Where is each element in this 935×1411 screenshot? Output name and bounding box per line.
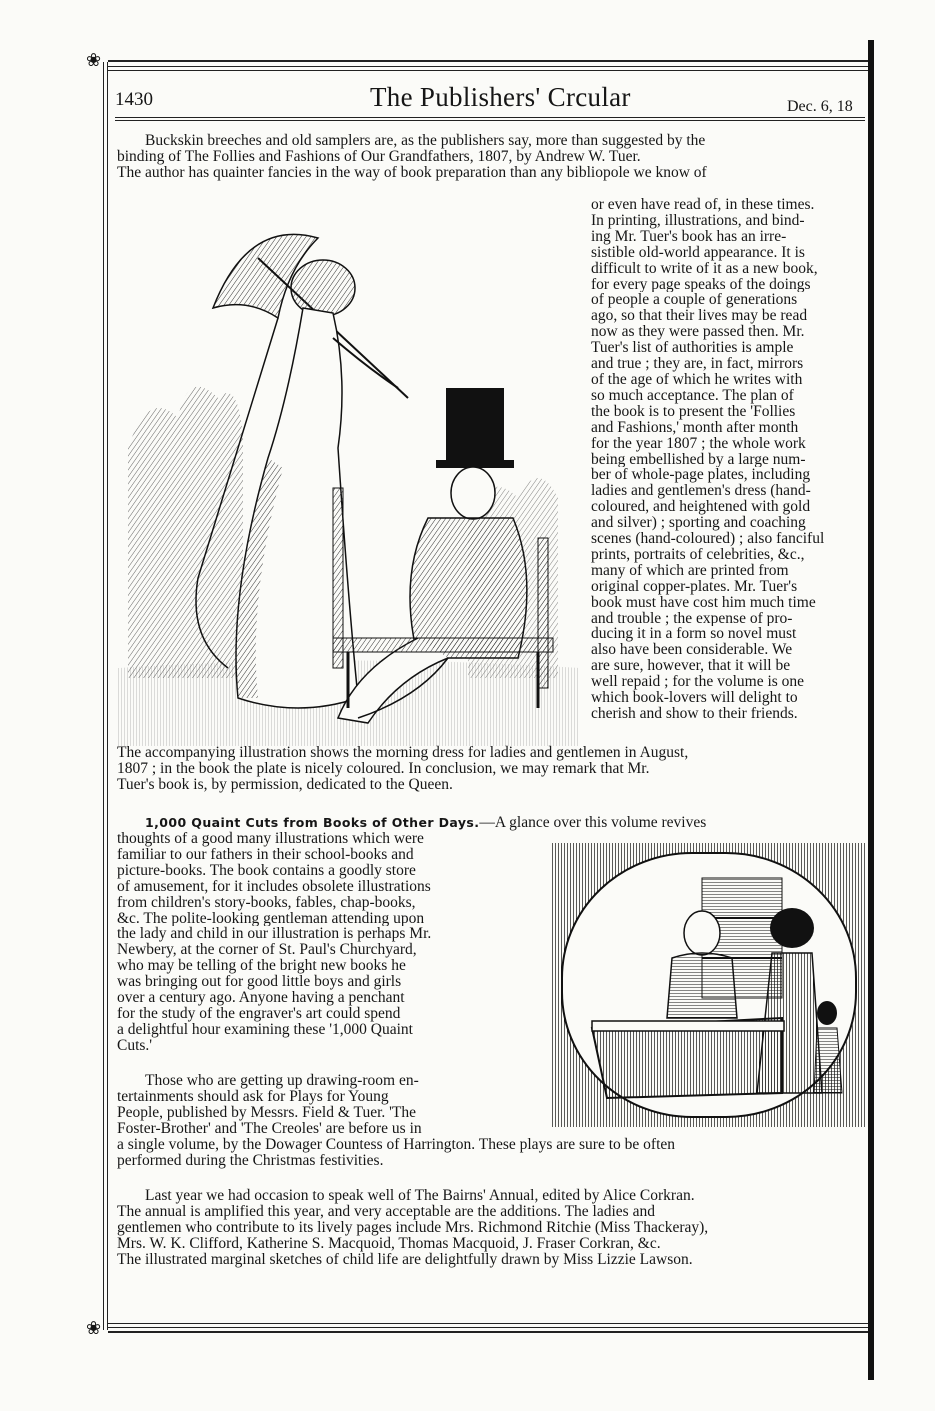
text-line: Mrs. W. K. Clifford, Katherine S. Macquoid, Thomas Macquoid, J. Fraser Corkran, &c. — [117, 1235, 661, 1252]
header-rule-1 — [115, 117, 865, 118]
bottom-rule-1 — [108, 1323, 868, 1324]
text-line: People, published by Messrs. Field & Tuer. 'The — [117, 1104, 417, 1121]
text-line: The illustrated marginal sketches of child life are delightfully drawn by Miss Lizzie Lawson. — [117, 1251, 693, 1268]
text-line: scenes (hand-coloured) ; also fanciful — [591, 531, 825, 547]
text-line: so much acceptance. The plan of — [591, 387, 794, 404]
text-line: prints, portraits of celebrities, &c., — [591, 546, 805, 563]
article2-heading-line — [145, 815, 867, 831]
text-line: Last year we had occasion to speak well of The Bairns' Annual, edited by Alice Corkran. — [145, 1188, 695, 1204]
text-line: from children's story-books, fables, chap-books, — [117, 894, 416, 911]
text-line: The author has quainter fancies in the way of book preparation than any bibliopole we know of — [117, 164, 707, 181]
text-line: also have been considerable. We — [591, 642, 793, 659]
text-line: ladies and gentlemen's dress (hand- — [591, 483, 811, 500]
article2-heading-rest: —A glance over this volume revives — [479, 815, 707, 831]
text-line: Tuer's list of authorities is ample — [591, 340, 794, 357]
text-line — [145, 815, 867, 831]
text-line: a single volume, by the Dowager Countess of Harrington. These plays are sure to be often — [117, 1137, 675, 1153]
article4 — [117, 1188, 867, 1268]
page-date: Dec. 6, 18 — [787, 98, 853, 115]
text-line: ducing it in a form so novel must — [591, 626, 797, 643]
text-line: book must have cost him much time — [591, 594, 816, 611]
text-line: of amusement, for it includes obsolete illustrations — [117, 878, 431, 895]
text-line: difficult to write of it as a new book, — [591, 260, 818, 277]
text-line: performed during the Christmas festivities. — [117, 1152, 384, 1169]
text-line: or even have read of, in these times. — [591, 197, 815, 213]
left-rule-1 — [103, 62, 104, 1330]
article1-column — [591, 197, 868, 722]
text-line: are sure, however, that it will be — [591, 658, 791, 675]
text-line: for every page speaks of the doings — [591, 276, 811, 293]
text-line: well repaid ; for the volume is one — [591, 674, 805, 691]
article1-intro — [117, 133, 867, 181]
header-rule-2 — [115, 120, 865, 121]
text-line: thoughts of a good many illustrations which were — [117, 831, 424, 847]
shop-scene-illustration — [552, 843, 866, 1127]
text-line: was bringing out for good little boys and girls — [117, 974, 402, 991]
bottom-rule-3 — [108, 1331, 868, 1333]
page-title: The Publishers' Crcular — [370, 82, 631, 112]
text-line: a delightful hour examining these '1,000 Quaint — [117, 1021, 413, 1038]
text-line: Newbery, at the corner of St. Paul's Churchyard, — [117, 942, 417, 959]
text-line: familiar to our fathers in their school-books and — [117, 846, 414, 863]
text-line: &c. The polite-looking gentleman attending upon — [117, 910, 425, 927]
text-line: cherish and show to their friends. — [591, 706, 798, 722]
text-line: the book is to present the 'Follies — [591, 403, 796, 420]
page-number: 1430 — [115, 89, 153, 110]
text-line: picture-books. The book contains a goodly store — [117, 862, 416, 879]
left-rule-2 — [107, 62, 108, 1330]
top-rule-2 — [108, 66, 868, 67]
text-line: over a century ago. Anyone having a penchant — [117, 990, 405, 1006]
fashion-plate-illustration — [118, 198, 580, 746]
article1-closing — [117, 745, 867, 793]
text-line: being embellished by a large num- — [591, 451, 806, 468]
text-line: tertainments should ask for Plays for Young — [117, 1088, 389, 1105]
text-line: and Fashions,' month after month — [591, 419, 799, 436]
text-line: ago, so that their lives may be read — [591, 308, 808, 325]
text-line: Cuts.' — [117, 1037, 153, 1054]
text-line: original copper-plates. Mr. Tuer's — [591, 578, 798, 595]
text-line: for the study of the engraver's art could spend — [117, 1005, 401, 1022]
text-line: binding of The Follies and Fashions of Our Grandfathers, 1807, by Andrew W. Tuer. — [117, 148, 641, 165]
text-line: gentlemen who contribute to its lively pages include Mrs. Richmond Ritchie (Miss Thackeray), — [117, 1219, 709, 1236]
text-line: and silver) ; sporting and coaching — [591, 515, 806, 532]
article2-heading: 1,000 Quaint Cuts from Books of Other Days. — [145, 815, 480, 830]
text-line: Buckskin breeches and old samplers are, as the publishers say, more than suggested by the — [145, 133, 706, 149]
text-line: of people a couple of generations — [591, 292, 798, 309]
text-line: coloured, and heightened with gold — [591, 499, 811, 516]
bottom-rule-2 — [108, 1327, 868, 1328]
text-line: Foster-Brother' and 'The Creoles' are before us in — [117, 1120, 422, 1137]
top-rule-1 — [108, 60, 868, 62]
text-line: for the year 1807 ; the whole work — [591, 435, 806, 452]
text-line: many of which are printed from — [591, 562, 789, 579]
text-line: of the age of which he writes with — [591, 371, 803, 388]
article2-column — [117, 831, 542, 1054]
text-line: ber of whole-page plates, including — [591, 467, 811, 484]
article3-column — [117, 1073, 542, 1137]
text-line: 1807 ; in the book the plate is nicely coloured. In conclusion, we may remark that Mr. — [117, 760, 650, 777]
bottom-ornament-icon: ❀ — [86, 1318, 102, 1339]
top-rule-3 — [108, 70, 868, 71]
text-line: now as they were passed then. Mr. — [591, 324, 805, 341]
text-line: who may be telling of the bright new books he — [117, 958, 406, 975]
text-line: which book-lovers will delight to — [591, 690, 798, 706]
text-line: sistible old-world appearance. It is — [591, 244, 805, 261]
right-edge-shadow — [868, 40, 874, 1380]
text-line: and true ; they are, in fact, mirrors — [591, 356, 804, 372]
text-line: The accompanying illustration shows the morning dress for ladies and gentlemen in August, — [117, 745, 689, 761]
text-line: Tuer's book is, by permission, dedicated to the Queen. — [117, 776, 453, 793]
text-line: ing Mr. Tuer's book has an irre- — [591, 228, 787, 245]
text-line: In printing, illustrations, and bind- — [591, 212, 805, 229]
top-ornament-icon: ❀ — [86, 50, 102, 71]
article3-full — [117, 1137, 867, 1169]
text-line: the lady and child in our illustration is perhaps Mr. — [117, 926, 432, 943]
text-line: Those who are getting up drawing-room en- — [145, 1073, 419, 1089]
text-line: and trouble ; the expense of pro- — [591, 610, 793, 627]
text-line: The annual is amplified this year, and very acceptable are the additions. The ladies and — [117, 1203, 655, 1220]
